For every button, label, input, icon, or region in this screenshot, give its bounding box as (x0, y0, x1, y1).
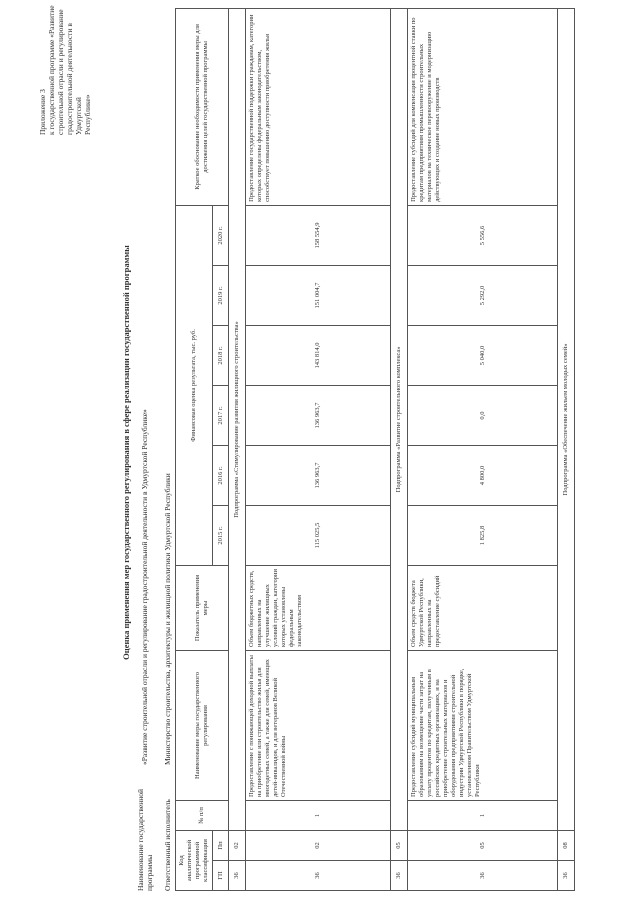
header-year: 2018 г. (213, 326, 229, 386)
table-row (229, 8, 246, 890)
cell-value: 5 292,0 (408, 266, 558, 326)
header-year: 2016 г. (213, 446, 229, 506)
cell-pp: 08 (558, 831, 575, 861)
cell-indicator: Объем бюджетных средств, направленных на улучшение жилищных условий граждан, категории которых установлены федеральным законодательством (246, 566, 391, 651)
appendix-line: к государственной программе «Развитие (47, 5, 56, 135)
table-row (391, 8, 408, 890)
cell-value: 136 963,7 (246, 446, 391, 506)
cell-gp: 36 (246, 861, 391, 891)
executor-value: Министерство строительства, архитектуры и жилищной политики Удмуртской Республики (163, 473, 172, 765)
document-title: Оценка применения мер государственного регулирования в сфере реализации государственной программы (121, 245, 131, 660)
cell-value: 151 004,7 (246, 266, 391, 326)
cell-pp: 02 (246, 831, 391, 861)
cell-value: 143 814,0 (246, 326, 391, 386)
subprogram-title: Подпрограмма «Развитие строительного комплекса» (391, 8, 408, 830)
cell-rationale: Предоставление субсидий для компенсации процентной ставки по кредитам предприятиям промышленности строительных материалов на техническое перевооружение и модернизацию действующих и создание новых производств (408, 8, 558, 205)
cell-value: 5 556,6 (408, 205, 558, 265)
cell-measure: Предоставление с понижающей доходной выплаты на приобретение или строительство жилья для многодетных семей, а также для семей, имеющих детей-инвалидов, и для ветеранов Великой Отечественной войны (246, 651, 391, 801)
program-label: Наименование государственной программы (136, 788, 154, 891)
cell-value: 1 825,8 (408, 506, 558, 566)
cell-value: 4 800,0 (408, 446, 558, 506)
executor-label: Ответственный исполнитель (163, 799, 172, 891)
table-row (246, 8, 391, 890)
header-fin: Финансовая оценка результата, тыс. руб. (176, 205, 213, 565)
header-rationale: Краткое обоснование необходимости применения меры для достижения целей государственной программы (176, 8, 229, 205)
appendix-line: строительной отрасли и регулирование (56, 9, 65, 135)
cell-indicator: Объем средств бюджета Удмуртской Республики, направленных на предоставление субсидий (408, 566, 558, 651)
header-year: 2015 г. (213, 506, 229, 566)
header-year: 2017 г. (213, 386, 229, 446)
header-year: 2020 г. (213, 205, 229, 265)
header-indicator: Показатель применения меры (176, 566, 229, 651)
cell-gp: 36 (391, 861, 408, 891)
cell-value: 0,0 (408, 386, 558, 446)
cell-num: 1 (246, 801, 391, 831)
cell-gp: 36 (558, 861, 575, 891)
header-gp: ГП (213, 861, 229, 891)
cell-value: 136 963,7 (246, 386, 391, 446)
cell-rationale: Предоставление государственной поддержки гражданам, категории которых определены федеральным законодательством, способствует повышению доступности приобретения жилья (246, 8, 391, 205)
appendix-line: Приложение 3 (38, 89, 47, 135)
cell-gp: 36 (229, 861, 246, 891)
header-num: № п/п (176, 801, 229, 831)
appendix-note (38, 5, 92, 135)
cell-value: 5 040,0 (408, 326, 558, 386)
table-row (408, 8, 558, 890)
cell-value: 158 554,9 (246, 205, 391, 265)
cell-pp: 05 (391, 831, 408, 861)
regulation-table (175, 8, 575, 891)
subprogram-title: Подпрограмма «Стимулирование развития жилищного строительства» (229, 8, 246, 830)
header-measure: Наименование меры государственного регулирования (176, 651, 229, 801)
header-code: Код аналитической программной классификации (176, 831, 213, 891)
cell-measure: Предоставление субсидий муниципальным образованиям на возмещение части затрат на уплату процентов по кредитам, полученным в российских кредитных организациях, и на приобретение строительных материалов и оборудования предприятиями строительной индустрии Удмуртской Республики в порядке, установленном Правительством Удмуртской Республики (408, 651, 558, 801)
cell-pp: 05 (408, 831, 558, 861)
program-value: «Развитие строительной отрасли и регулирование градостроительной деятельности в Удмуртской Республике» (140, 409, 149, 765)
table-row (558, 8, 575, 890)
header-year: 2019 г. (213, 266, 229, 326)
cell-num: 1 (408, 801, 558, 831)
appendix-line: Республике» (83, 94, 92, 135)
cell-value: 115 025,5 (246, 506, 391, 566)
cell-gp: 36 (408, 861, 558, 891)
header-pp: Пп (213, 831, 229, 861)
subprogram-title: Подпрограмма «Обеспечение жильем молодых семей» (558, 8, 575, 830)
appendix-line: градостроительной деятельности в Удмуртской (65, 23, 83, 135)
cell-pp: 02 (229, 831, 246, 861)
